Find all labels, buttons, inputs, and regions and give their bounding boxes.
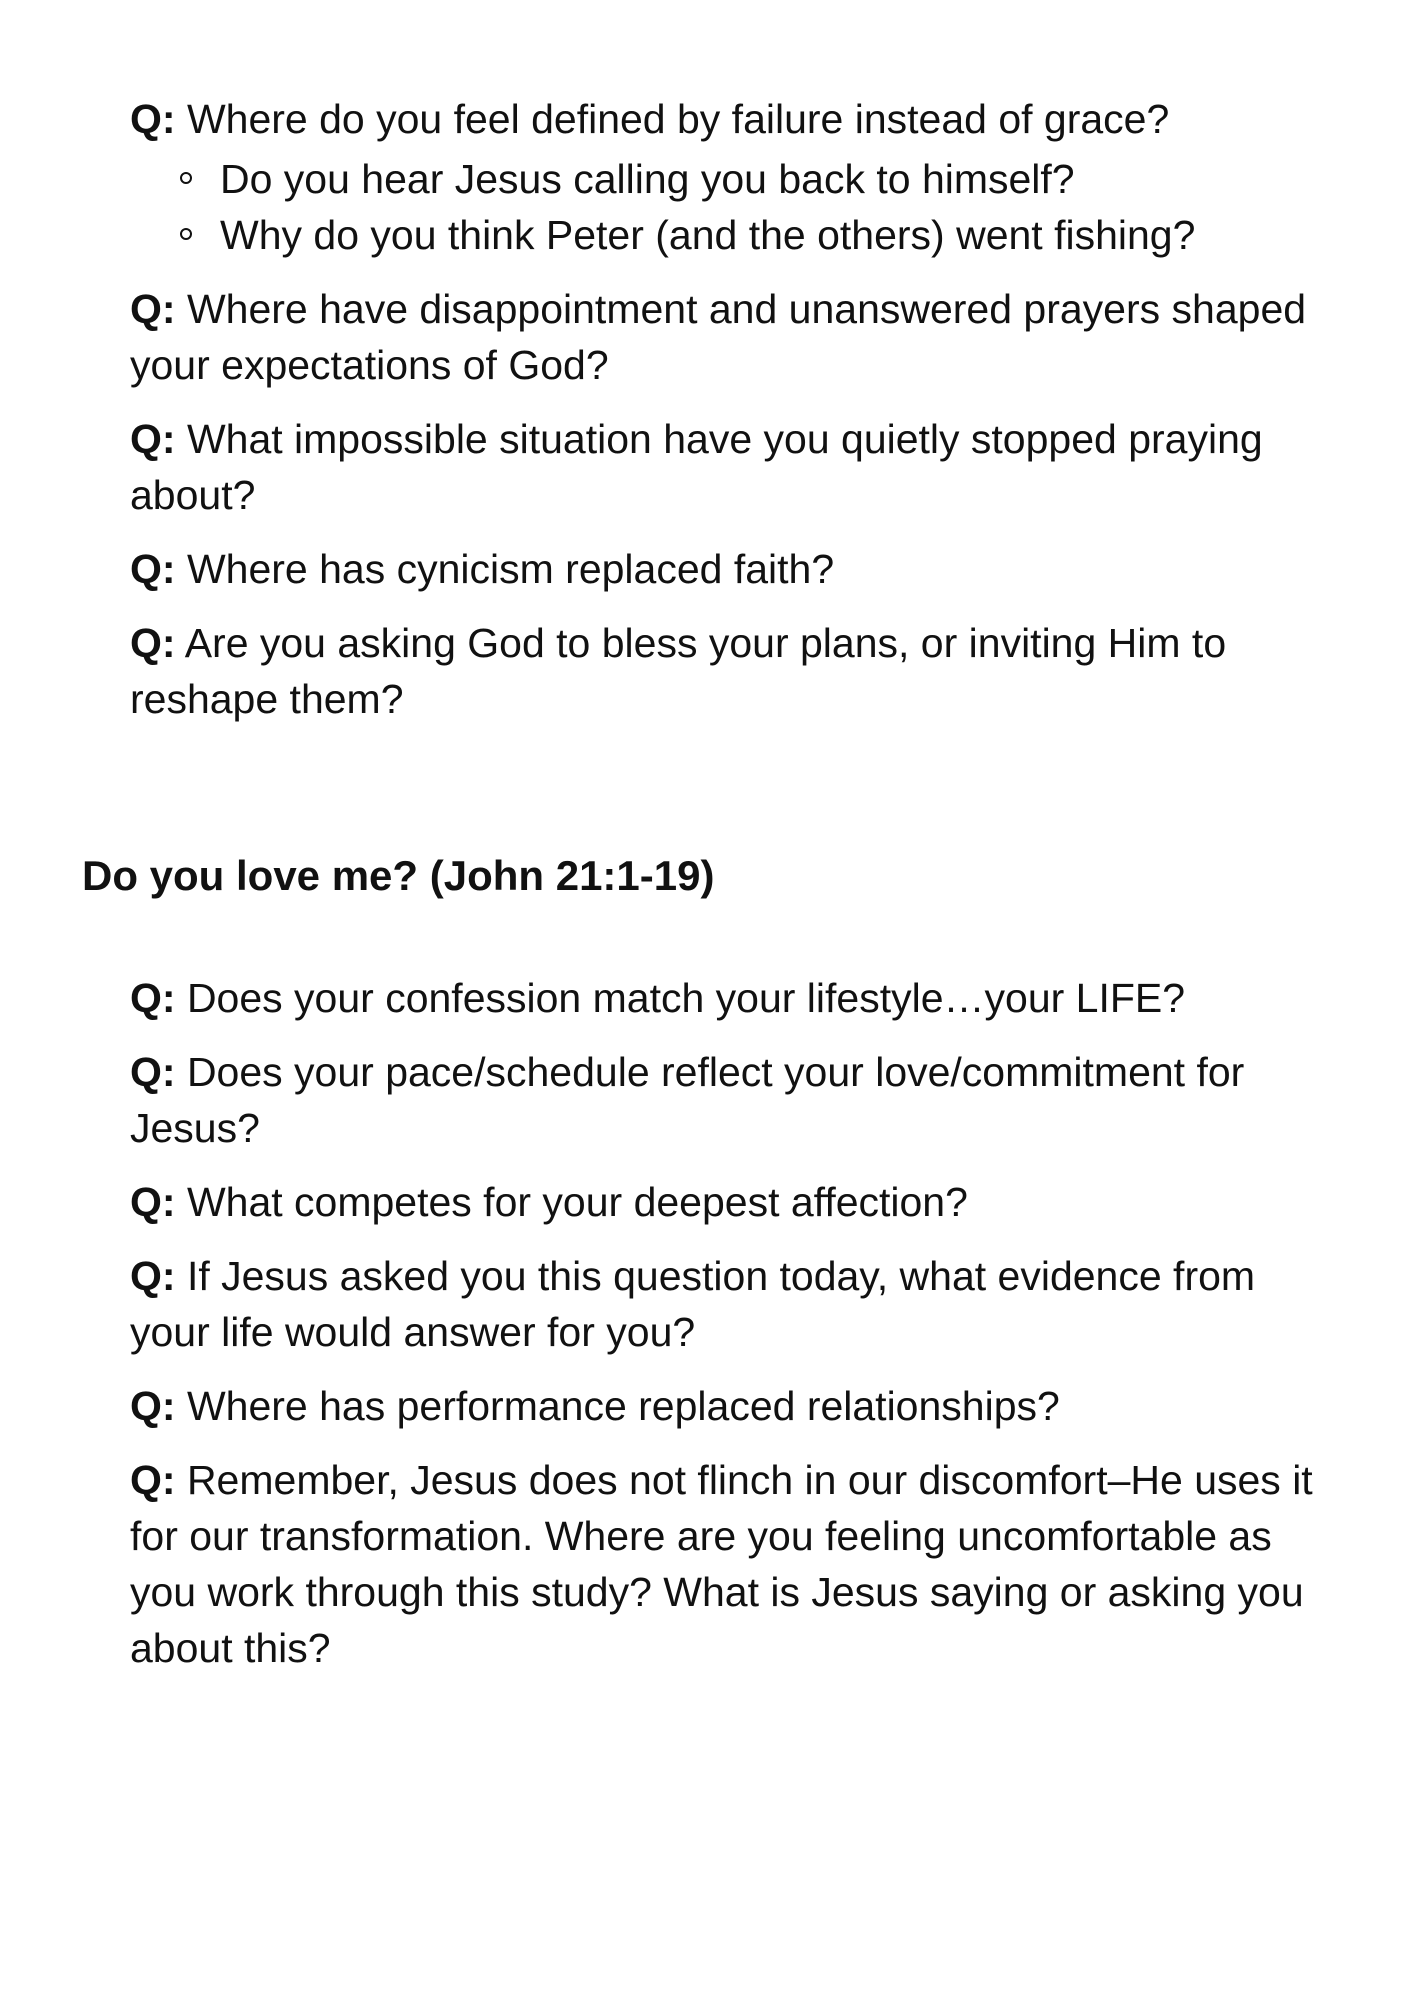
question-label: Q: — [130, 1179, 176, 1225]
question-text: Remember, Jesus does not flinch in our discomfort–He uses it for our transformation. Where are you feeling uncomfortable as you work through this study? What is Jesus saying or asking you about this? — [130, 1457, 1313, 1671]
question-item — [130, 1248, 1330, 1360]
hollow-circle-bullet-icon — [180, 228, 192, 240]
question-label: Q: — [130, 1457, 176, 1503]
sub-question-list — [130, 151, 1330, 263]
question-item — [130, 1044, 1330, 1156]
sub-question-text: Do you hear Jesus calling you back to himself? — [220, 156, 1075, 202]
question-label: Q: — [130, 96, 176, 142]
question-list-2 — [130, 970, 1330, 1694]
question-label: Q: — [130, 546, 176, 592]
question-label: Q: — [130, 1253, 176, 1299]
question-label: Q: — [130, 975, 176, 1021]
question-text: Does your pace/schedule reflect your love/commitment for Jesus? — [130, 1049, 1245, 1151]
question-text: Are you asking God to bless your plans, or inviting Him to reshape them? — [130, 620, 1227, 722]
question-item — [130, 281, 1330, 393]
question-item — [130, 970, 1330, 1026]
question-text: Does your confession match your lifestyle…your LIFE? — [186, 975, 1186, 1021]
question-text: Where has performance replaced relationships? — [186, 1383, 1060, 1429]
question-text: If Jesus asked you this question today, what evidence from your life would answer for you? — [130, 1253, 1256, 1355]
sub-question-text: Why do you think Peter (and the others) went fishing? — [220, 212, 1196, 258]
question-item — [130, 411, 1330, 523]
question-text: Where has cynicism replaced faith? — [186, 546, 835, 592]
question-text: Where have disappointment and unanswered prayers shaped your expectations of God? — [130, 286, 1307, 388]
hollow-circle-bullet-icon — [180, 172, 192, 184]
question-item — [130, 1378, 1330, 1434]
section-heading: Do you love me? (John 21:1-19) — [82, 852, 715, 899]
question-item — [130, 1452, 1330, 1676]
question-label: Q: — [130, 286, 176, 332]
question-label: Q: — [130, 416, 176, 462]
question-label: Q: — [130, 620, 176, 666]
sub-question-item — [180, 207, 1330, 263]
question-text: What competes for your deepest affection? — [186, 1179, 968, 1225]
question-item — [130, 615, 1330, 727]
question-text: Where do you feel defined by failure instead of grace? — [186, 96, 1170, 142]
question-list-1 — [130, 91, 1330, 745]
question-item — [130, 541, 1330, 597]
question-item — [130, 1174, 1330, 1230]
question-item — [130, 91, 1330, 147]
question-label: Q: — [130, 1383, 176, 1429]
question-label: Q: — [130, 1049, 176, 1095]
sub-question-item — [180, 151, 1330, 207]
question-text: What impossible situation have you quietly stopped praying about? — [130, 416, 1263, 518]
